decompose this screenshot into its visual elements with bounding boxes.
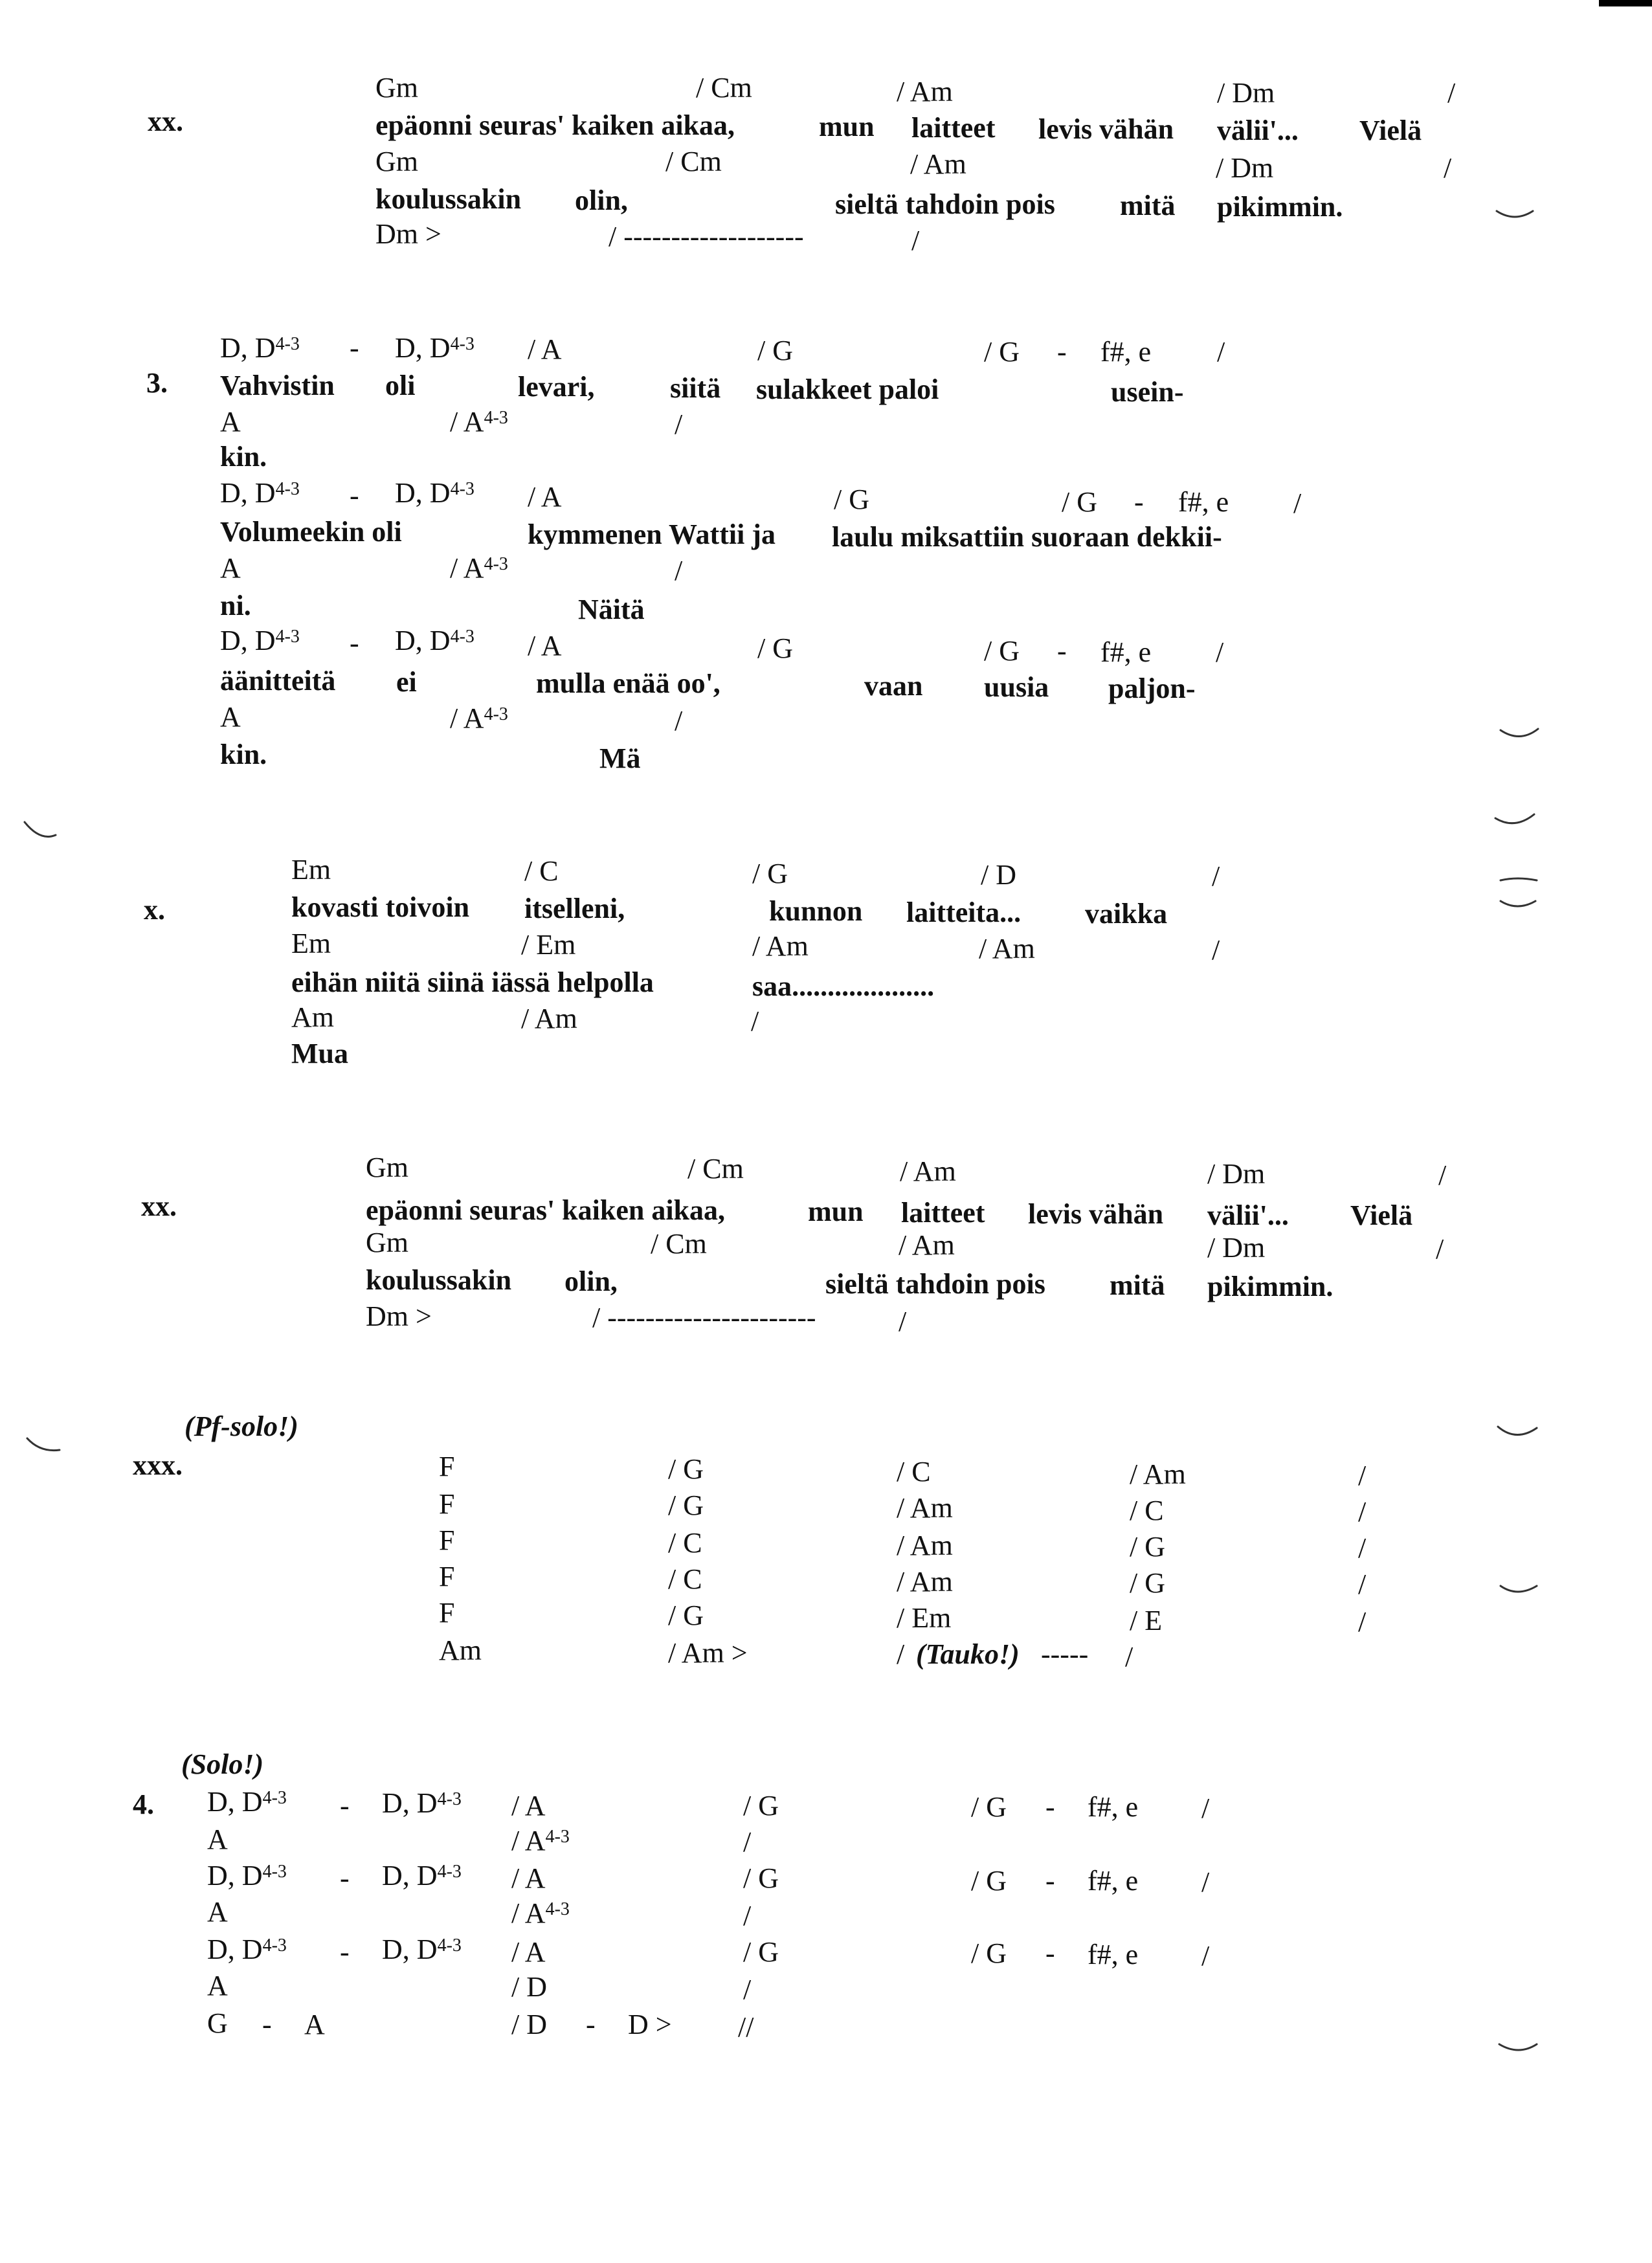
dash: - [340, 1790, 350, 1822]
section-number: xx. [141, 1190, 177, 1222]
bar-line: / [675, 705, 683, 737]
chord: / C [897, 1456, 931, 1488]
chord: F [439, 1561, 455, 1592]
section-heading: (Solo!) [181, 1748, 264, 1780]
bar-line: / [1217, 336, 1225, 368]
margin-arc-mark [1495, 814, 1534, 823]
chord-suspension: D, $D^{4-3}$ [382, 1934, 462, 1965]
chord: / Am [897, 1566, 953, 1598]
chord-suspension: D, $D^{4-3}$ [395, 625, 474, 656]
bar-line: / [675, 555, 683, 586]
chord: f#, e [1100, 636, 1152, 668]
bar-line: / [1436, 1233, 1444, 1265]
bar-line: / [897, 1638, 905, 1670]
chord: D > [628, 2009, 672, 2040]
dash: - [1134, 486, 1144, 518]
chord: / G [757, 335, 793, 366]
lyric: sieltä tahdoin pois [825, 1268, 1045, 1300]
bar-line: / [1293, 487, 1302, 519]
chord: / Am [897, 1492, 953, 1524]
lyric: uusia [984, 671, 1049, 703]
margin-arc-mark [1498, 1427, 1537, 1435]
lyric: sulakkeet paloi [756, 373, 939, 405]
bar-line: / [899, 1306, 907, 1337]
chord: f#, e [1178, 486, 1229, 518]
lyric: sieltä tahdoin pois [835, 188, 1055, 220]
chord: / A [528, 630, 562, 662]
chord: / D [511, 1971, 547, 2003]
lyric: oli [385, 370, 416, 401]
lyric: vaikka [1085, 898, 1168, 930]
lyric: itselleni, [524, 893, 625, 924]
margin-arc-mark [1501, 901, 1535, 906]
chord: / Am [897, 1530, 953, 1561]
lyric: Vielä [1350, 1199, 1413, 1231]
chord: / Em [897, 1602, 952, 1634]
chord: / Cm [651, 1228, 707, 1260]
chord: f#, e [1088, 1939, 1139, 1970]
lyric: välii'... [1207, 1199, 1289, 1231]
chord: / Dm [1217, 77, 1275, 109]
lyric: vaan [864, 670, 923, 702]
chord: Gm [375, 72, 418, 104]
chord: Dm > [375, 218, 441, 250]
lyric: epäonni seuras' kaiken aikaa, [375, 109, 735, 141]
chord-suspension: / $A^{4-3}$ [511, 1825, 570, 1856]
dash: - [1057, 635, 1067, 667]
chord-suspension: D, $D^{4-3}$ [382, 1787, 462, 1819]
chord-suspension: D, $D^{4-3}$ [395, 332, 474, 364]
lyric: saa.................... [752, 970, 935, 1002]
lyric: koulussakin [366, 1264, 512, 1296]
bar-line: / [743, 1974, 752, 2005]
chord: / A [511, 1936, 546, 1968]
bar-line: / [1447, 77, 1456, 109]
section-number: xx. [148, 106, 183, 137]
lyric: Vielä [1359, 115, 1422, 146]
lyric: mitä [1110, 1269, 1165, 1301]
chord-suspension: D, $D^{4-3}$ [207, 1786, 287, 1818]
chord: / Am [900, 1155, 956, 1187]
lyric: kovasti toivoin [291, 891, 470, 923]
dash: - [1045, 1791, 1055, 1823]
chord: / G [668, 1453, 704, 1485]
chord: / C [524, 855, 559, 887]
bar-line: / [1216, 636, 1224, 668]
lyric: Vahvistin [220, 370, 335, 401]
chord: / G [971, 1865, 1007, 1897]
chord: A [207, 1970, 228, 2001]
chord: Gm [366, 1227, 408, 1258]
lyric: levis vähän [1028, 1198, 1164, 1230]
lyric: pikimmin. [1207, 1271, 1334, 1302]
chord: f#, e [1100, 336, 1152, 368]
chord: / G [1062, 486, 1097, 518]
chord: A [304, 2009, 325, 2040]
chord: / G [668, 1489, 704, 1521]
section-number: 3. [146, 367, 168, 399]
chord-suspension: / $A^{4-3}$ [450, 552, 508, 584]
chord: / G [743, 1790, 779, 1822]
bar-line: / [1358, 1496, 1367, 1528]
chord: / ---------------------- [592, 1302, 816, 1333]
bar-line: / [751, 1005, 759, 1037]
bar-line: / [1438, 1159, 1447, 1191]
chord: / G [743, 1862, 779, 1894]
chord: / G [757, 632, 793, 664]
chord: / Dm [1207, 1158, 1266, 1190]
lyric: kymmenen Wattii ja [528, 518, 776, 550]
bar-line: / [675, 408, 683, 440]
lyric: olin, [575, 184, 628, 216]
dash: - [1045, 1937, 1055, 1969]
section-heading: (Pf-solo!) [184, 1410, 298, 1442]
bar-line: / [1358, 1568, 1367, 1600]
chord: / Cm [665, 146, 722, 177]
chord: / G [971, 1791, 1007, 1823]
margin-arc-mark [27, 1438, 60, 1451]
chord: Am [439, 1634, 482, 1666]
lyric: laitteet [911, 112, 996, 144]
chord: A [220, 406, 241, 438]
chord: / Am [979, 933, 1035, 964]
lyric: pikimmin. [1217, 191, 1343, 223]
chord: / G [971, 1937, 1007, 1969]
lyric: siitä [670, 372, 721, 404]
chord: F [439, 1451, 455, 1482]
lyric: äänitteitä [220, 665, 336, 697]
lyric: kin. [220, 739, 267, 770]
margin-arc-mark [1501, 878, 1537, 880]
bar-line: / [1358, 1606, 1367, 1638]
dash: - [340, 1862, 350, 1894]
lyric: välii'... [1217, 115, 1299, 146]
lyric: Näitä [578, 594, 645, 625]
chord: / Cm [687, 1153, 744, 1185]
lyric: mitä [1120, 190, 1176, 221]
lyric: kin. [220, 441, 267, 473]
chord: / G [668, 1600, 704, 1631]
chord: f#, e [1088, 1865, 1139, 1897]
pause-marking: (Tauko!) [916, 1638, 1020, 1670]
dash: - [350, 480, 359, 511]
bar-line: / [1201, 1866, 1210, 1898]
dash: - [586, 2009, 596, 2040]
lyric: Volumeekin oli [220, 516, 402, 548]
bar-line: / [743, 1826, 752, 1858]
lyric: mulla enää oo', [536, 667, 720, 699]
lyric: ni. [220, 590, 251, 621]
dash: - [340, 1936, 350, 1968]
chord: / D [981, 859, 1016, 891]
margin-arc-mark [1501, 729, 1538, 737]
bar-line: / [1201, 1940, 1210, 1972]
lyric: levari, [518, 371, 595, 403]
chord: / D [511, 2009, 547, 2040]
bar-line: / [1444, 152, 1452, 184]
chord: / Am [910, 148, 966, 180]
chord: / A [511, 1862, 546, 1894]
chord: Em [291, 854, 331, 886]
chord-suspension: D, $D^{4-3}$ [220, 332, 300, 364]
bar-line: / [1358, 1532, 1367, 1564]
chord: / G [984, 336, 1020, 368]
lyric: laulu miksattiin suoraan dekkii- [832, 521, 1222, 553]
margin-arc-mark [1499, 2044, 1537, 2050]
lyric: levis vähän [1038, 113, 1174, 145]
chord: Am [291, 1001, 334, 1033]
chord: / Cm [696, 72, 752, 104]
chord: / Am > [668, 1637, 748, 1669]
chord: F [439, 1597, 455, 1629]
chord: / Am [521, 1003, 577, 1034]
chord: / Em [521, 929, 576, 961]
lyric: mun [808, 1196, 864, 1227]
chord: Em [291, 928, 331, 959]
bar-line: / [1358, 1460, 1367, 1491]
lyric: Mua [291, 1038, 348, 1069]
lyric: usein- [1111, 376, 1184, 408]
chord: A [207, 1896, 228, 1928]
chord: / E [1130, 1605, 1163, 1636]
chord: / Am [899, 1229, 955, 1261]
chord-suspension: / $A^{4-3}$ [450, 702, 508, 734]
chord-suspension: D, $D^{4-3}$ [220, 477, 300, 509]
dash: - [350, 627, 359, 659]
section-number: xxx. [133, 1449, 183, 1481]
chord: G [207, 2007, 228, 2039]
bar-line: / [1212, 860, 1220, 892]
chord: A [220, 552, 241, 584]
section-number: 4. [133, 1789, 154, 1820]
chord: / G [1130, 1567, 1165, 1599]
chord: f#, e [1088, 1791, 1139, 1823]
bar-line: / [743, 1900, 752, 1932]
chord: / Am [1130, 1458, 1186, 1490]
chord-suspension: D, $D^{4-3}$ [220, 625, 300, 656]
bar-line: / [1212, 934, 1220, 966]
section-number: x. [144, 894, 165, 926]
chord: / C [668, 1527, 702, 1559]
chord: / Am [752, 930, 809, 962]
chord: / Dm [1216, 152, 1274, 184]
chord: / G [743, 1936, 779, 1968]
lyric: koulussakin [375, 183, 522, 215]
dash: - [1045, 1865, 1055, 1897]
dash: ----- [1041, 1638, 1089, 1670]
chord: / ------------------- [608, 221, 804, 252]
dash: - [262, 2009, 272, 2040]
chord: / G [834, 484, 869, 515]
margin-arc-mark [1501, 1586, 1537, 1592]
dash: - [1057, 336, 1067, 368]
chord: Gm [366, 1152, 408, 1183]
chord: / A [511, 1790, 546, 1822]
chord: F [439, 1524, 455, 1556]
chord: / G [752, 858, 788, 889]
chord-suspension: D, $D^{4-3}$ [207, 1860, 287, 1891]
double-bar-line: // [738, 2011, 754, 2043]
chord: A [207, 1823, 228, 1855]
chord: / C [668, 1563, 702, 1595]
lyric: kunnon [769, 895, 863, 927]
dash: - [350, 332, 359, 364]
chord-suspension: D, $D^{4-3}$ [382, 1860, 462, 1891]
margin-arc-mark [25, 822, 56, 837]
lyric: ei [396, 666, 417, 698]
chord-suspension: / $A^{4-3}$ [450, 406, 508, 438]
lyric: Mä [599, 742, 641, 774]
chord: / A [528, 333, 562, 365]
chord: / G [1130, 1531, 1165, 1563]
chord: Dm > [366, 1300, 432, 1332]
chord: / Am [897, 76, 953, 107]
lyric: paljon- [1108, 673, 1196, 704]
chord: Gm [375, 146, 418, 177]
chord: / Dm [1207, 1232, 1266, 1264]
margin-arc-mark [1497, 211, 1533, 217]
lyric: olin, [564, 1265, 618, 1297]
chord-suspension: D, $D^{4-3}$ [395, 477, 474, 509]
lyric: laitteita... [906, 897, 1021, 928]
chord: / G [984, 635, 1020, 667]
chord: A [220, 701, 241, 733]
lyric: epäonni seuras' kaiken aikaa, [366, 1194, 726, 1226]
lyric: eihän niitä siinä iässä helpolla [291, 966, 654, 998]
chord-suspension: / $A^{4-3}$ [511, 1897, 570, 1929]
bar-line: / [911, 225, 920, 256]
bar-line: / [1201, 1792, 1210, 1824]
chord: F [439, 1488, 455, 1520]
lyric: laitteet [901, 1197, 985, 1229]
chord-suspension: D, $D^{4-3}$ [207, 1934, 287, 1965]
chord: / C [1130, 1495, 1164, 1526]
lyric: mun [819, 111, 875, 142]
bar-line: / [1125, 1641, 1133, 1673]
chord: / A [528, 481, 562, 513]
